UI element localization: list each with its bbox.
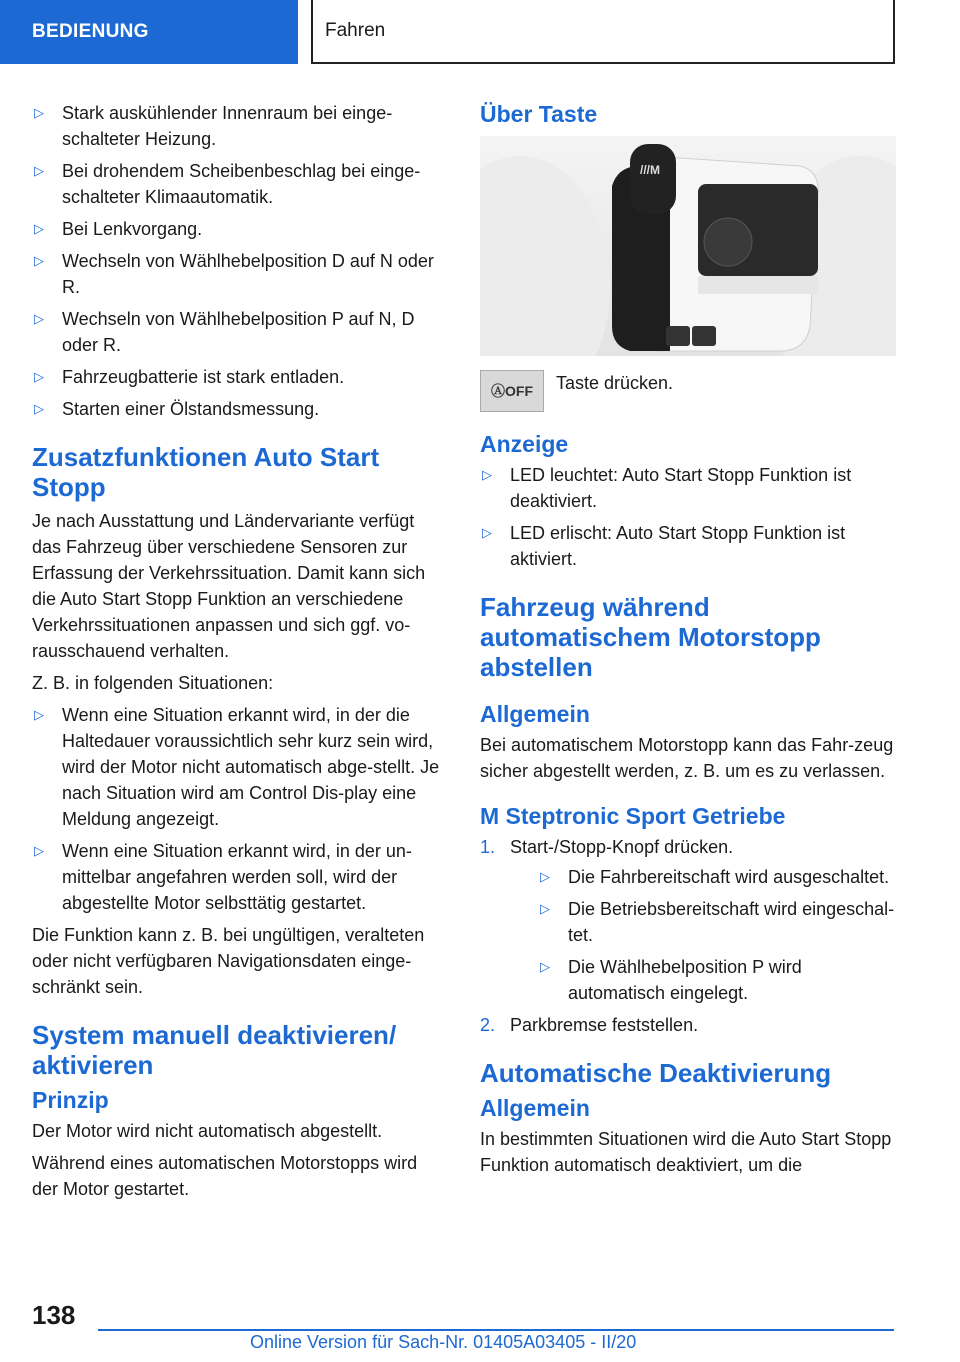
bullet-triangle-icon: ▷ [34, 707, 44, 722]
online-version-link[interactable]: Online Version für Sach-Nr. 01405A03405 - II/20 [250, 1332, 637, 1352]
automatische-deaktivierung-heading: Automatische Deaktivierung [480, 1058, 832, 1088]
center-console-photo [480, 136, 896, 356]
bullet-triangle-icon: ▷ [540, 959, 550, 974]
allgemein-paragraph-1: Bei automatischem Motorstopp kann das Fahr-zeug sicher abgestellt werden, z. B. um es zu verlassen. [480, 735, 894, 781]
bullet-triangle-icon: ▷ [482, 467, 492, 482]
bullet-triangle-icon: ▷ [34, 163, 44, 178]
anzeige-list [480, 462, 896, 572]
step1-substeps [538, 864, 896, 1006]
system-manuell-heading: System manuell deaktivieren/ aktivieren [32, 1020, 397, 1080]
steptronic-heading: M Steptronic Sport Getriebe [480, 803, 786, 829]
step-number: 1. [480, 837, 496, 857]
header-chapter-title: Fahren [311, 0, 895, 64]
zusatz-paragraph-1: Je nach Ausstattung und Ländervariante verfügt das Fahrzeug über verschiedene Sensoren zur Erfassung der Verkehrssituation. Damit kann sich die Auto Start Stopp Funktion an verschiedene Verkehrssituationen anpassen und sich ggf. vo-rausschauend verhalten. [32, 511, 426, 661]
zusatzfunktionen-heading: Zusatzfunktionen Auto Start Stopp [32, 442, 380, 502]
list-item: ▷ LED leuchtet: Auto Start Stopp Funktion ist deaktiviert. [480, 462, 896, 514]
step-item-2: 2. Parkbremse feststellen. [480, 1012, 896, 1038]
list-item: ▷ Wenn eine Situation erkannt wird, in der un-mittelbar angefahren werden soll, wird der abgestellte Motor selbsttätig gestartet. [32, 838, 448, 916]
page-number: 138 [32, 1300, 76, 1330]
bullet-triangle-icon: ▷ [540, 869, 550, 884]
bullet-triangle-icon: ▷ [34, 401, 44, 416]
prinzip-heading: Prinzip [32, 1087, 109, 1113]
trigger-conditions-list [32, 100, 448, 422]
list-item: ▷ Stark auskühlender Innenraum bei einge-schalteter Heizung. [32, 100, 448, 152]
svg-text:///M: ///M [640, 163, 660, 177]
list-item: ▷ Bei drohendem Scheibenbeschlag bei einge-schalteter Klimaautomatik. [32, 158, 448, 210]
right-column [480, 100, 896, 1184]
zusatz-paragraph-3: Die Funktion kann z. B. bei ungültigen, veralteten oder nicht verfügbaren Navigationsdaten einge-schränkt sein. [32, 925, 425, 997]
footer-divider [98, 1329, 894, 1331]
list-item: ▷ Starten einer Ölstandsmessung. [32, 396, 448, 422]
allgemein-paragraph-2: In bestimmten Situationen wird die Auto Start Stopp Funktion automatisch deaktiviert, um die [480, 1129, 892, 1175]
prinzip-paragraph-1: Der Motor wird nicht automatisch abgestellt. [32, 1121, 383, 1141]
list-item: ▷ Bei Lenkvorgang. [32, 216, 448, 242]
bullet-triangle-icon: ▷ [540, 901, 550, 916]
auto-start-stop-off-button-icon[interactable]: ⒶOFF [480, 370, 544, 412]
taste-druecken-text: Taste drücken. [556, 373, 674, 393]
list-item: ▷ Fahrzeugbatterie ist stark entladen. [32, 364, 448, 390]
list-item: ▷ Die Fahrbereitschaft wird ausgeschaltet. [538, 864, 896, 890]
anzeige-heading: Anzeige [480, 431, 569, 457]
zusatz-paragraph-2: Z. B. in folgenden Situationen: [32, 673, 274, 693]
header-section-tab: BEDIENUNG [0, 0, 298, 64]
allgemein-heading-1: Allgemein [480, 701, 590, 727]
ueber-taste-heading: Über Taste [480, 101, 598, 127]
allgemein-heading-2: Allgemein [480, 1095, 590, 1121]
bullet-triangle-icon: ▷ [34, 105, 44, 120]
step-item-1: 1. Start-/Stopp-Knopf drücken. ▷ Die Fahrbereitschaft wird ausgeschaltet. ▷ Die Betriebsbereitschaft wird eingeschal-tet. ▷ Die Wählhebelposition P wird automatisch eingelegt. [480, 834, 896, 1006]
bullet-triangle-icon: ▷ [34, 253, 44, 268]
prinzip-paragraph-2: Während eines automatischen Motorstopps wird der Motor gestartet. [32, 1153, 418, 1199]
center-console-illustration [480, 136, 896, 356]
button-instruction [480, 370, 896, 412]
list-item: ▷ Wenn eine Situation erkannt wird, in der die Haltedauer voraussichtlich sehr kurz sein wird, wird der Motor nicht automatisch abge-stellt. Je nach Situation wird am Control Dis-play eine Meldung angezeigt. [32, 702, 448, 832]
bullet-triangle-icon: ▷ [34, 311, 44, 326]
fahrzeug-abstellen-heading: Fahrzeug während automatischem Motorstopp abstellen [480, 592, 821, 682]
list-item: ▷ Die Betriebsbereitschaft wird eingeschal-tet. [538, 896, 896, 948]
bullet-triangle-icon: ▷ [34, 369, 44, 384]
list-item: ▷ Die Wählhebelposition P wird automatisch eingelegt. [538, 954, 896, 1006]
list-item: ▷ Wechseln von Wählhebelposition P auf N, D oder R. [32, 306, 448, 358]
bullet-triangle-icon: ▷ [34, 221, 44, 236]
list-item: ▷ LED erlischt: Auto Start Stopp Funktion ist aktiviert. [480, 520, 896, 572]
bullet-triangle-icon: ▷ [34, 843, 44, 858]
step-number: 2. [480, 1015, 496, 1035]
list-item: ▷ Wechseln von Wählhebelposition D auf N oder R. [32, 248, 448, 300]
bullet-triangle-icon: ▷ [482, 525, 492, 540]
situations-list [32, 702, 448, 916]
steps-list [480, 834, 896, 1038]
left-column [32, 100, 448, 1208]
